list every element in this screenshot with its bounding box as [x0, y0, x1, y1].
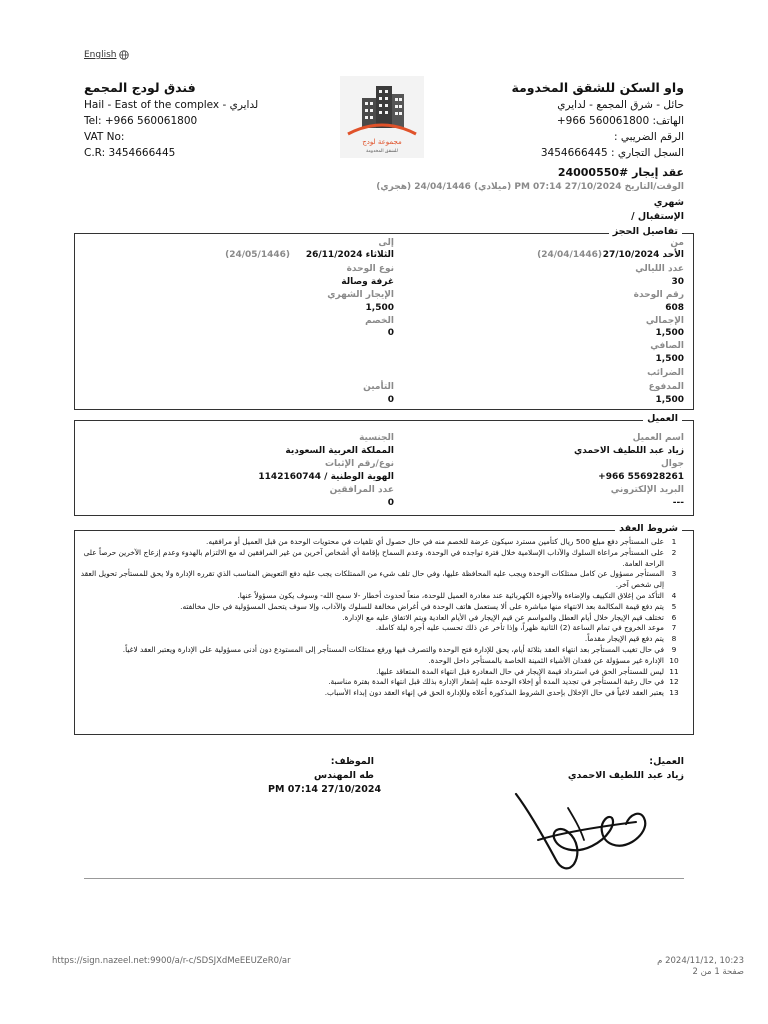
list-item	[76, 537, 684, 548]
employee-label: الموظف:	[330, 756, 374, 767]
term-text: موعد الخروج في تمام الساعة (2) الثانية ظهراً، وإذا تأخر عن ذلك تحسب عليه أجرة ليلة كاملة.	[375, 623, 664, 633]
list-item	[76, 667, 684, 678]
id-value: الهوية الوطنية / 1142160744	[258, 472, 394, 482]
client-signature-name: زياد عبد اللطيف الاحمدي	[567, 770, 684, 781]
printed-at: 10:23 ,2024/11/12 م	[657, 956, 744, 966]
booking-details-legend: تفاصيل الحجز	[609, 226, 682, 237]
mobile-label: جوال	[660, 459, 684, 469]
net-value: 1,500	[655, 354, 684, 364]
email-value: ---	[672, 498, 684, 508]
nights-value: 30	[671, 277, 684, 287]
employee-datetime: PM 07:14 27/10/2024	[268, 784, 382, 795]
term-number: 5	[671, 601, 677, 611]
insurance-value: 0	[387, 395, 394, 405]
globe-icon	[119, 50, 129, 60]
client-legend: العميل	[643, 413, 682, 424]
client-name-value: زياد عبد اللطيف الاحمدي	[573, 446, 684, 456]
term-text: على المستأجر دفع مبلغ 500 ريال كتأمين مسترد سيكون عرضة للخصم منه في حال حصول أي تلفيات في محتويات الوحدة من قبل العميل أو مرافقيه.	[206, 537, 664, 546]
term-text: يعتبر العقد لاغياً في حال الإخلال بإحدى الشروط المذكورة أعلاه وللإدارة الحق في إنهاء العقد دون إبداء الأسباب.	[324, 688, 664, 698]
hotel-vat-ar: الرقم الضريبي :	[614, 131, 684, 143]
hotel-name-ar: واو السكن للشقق المخدومة	[511, 80, 684, 95]
taxes-label: الضرائب	[647, 368, 684, 378]
term-text: ليس للمستأجر الحق في استرداد قيمة الإيجار في حال المغادرة قبل انتهاء المدة المتعاقد عليها.	[376, 666, 664, 676]
discount-value: 0	[387, 328, 394, 338]
term-number: 12	[669, 677, 679, 687]
list-item	[76, 591, 684, 602]
from-label: من	[670, 238, 684, 248]
to-hijri: (24/05/1446)	[225, 250, 290, 260]
list-item	[76, 688, 684, 699]
nights-label: عدد الليالي	[635, 264, 684, 274]
list-item	[76, 613, 684, 624]
monthly-rent-value: 1,500	[365, 303, 394, 313]
nationality-value: المملكة العربية السعودية	[285, 446, 394, 456]
net-label: الصافي	[650, 341, 684, 351]
total-label: الإجمالي	[645, 316, 684, 326]
logo-subtext: للشقق المخدومة	[366, 149, 398, 154]
hotel-cr-en: C.R: 3454666445	[84, 147, 176, 159]
unit-number-label: رقم الوحدة	[633, 290, 684, 300]
from-hijri: (24/04/1446)	[537, 250, 602, 260]
terms-list	[76, 537, 684, 699]
hotel-logo	[340, 76, 424, 158]
contract-datetime: الوقت/التاريخ PM 07:14 27/10/2024 (ميلادي) 24/04/1446 (هجري)	[376, 182, 684, 192]
to-label: إلى	[378, 238, 394, 248]
contract-reception: الإستقبال /	[631, 211, 684, 222]
term-text: في حال رغبة المستأجر في تجديد المدة أو إخلاء الوحدة عليه إشعار الإدارة بذلك قبل انتهاء المدة بفترة مناسبة.	[328, 677, 664, 687]
term-number: 1	[671, 537, 677, 546]
id-label: نوع/رقم الإثبات	[325, 459, 394, 469]
divider	[84, 878, 684, 879]
list-item	[76, 656, 684, 667]
from-value: الأحد 27/10/2024	[602, 250, 684, 260]
term-number: 2	[671, 547, 677, 557]
list-item	[76, 548, 684, 570]
hotel-name-left: فندق لودج المجمع	[84, 80, 196, 95]
term-number: 9	[671, 644, 677, 654]
term-text: الإدارة غير مسؤولة عن فقدان الأشياء الثمينة الخاصة بالمستأجر داخل الوحدة.	[428, 655, 664, 665]
language-label[interactable]: English	[84, 50, 117, 60]
contract-title: عقد إيجار #24000550	[557, 166, 684, 179]
insurance-label: التأمين	[363, 382, 394, 392]
term-number: 7	[671, 623, 677, 633]
term-number: 4	[671, 590, 677, 600]
language-link[interactable]	[84, 50, 129, 60]
term-number: 3	[671, 569, 677, 579]
unit-number-value: 608	[665, 303, 684, 313]
list-item	[76, 634, 684, 645]
term-text: على المستأجر مراعاة السلوك والآداب الإسلامية خلال فترة تواجده في الوحدة، وعدم السماح بإقامة أي أشخاص آخرين من غير المرافقين له مع الالتزام بالهدوء وعدم إزعاج الآخرين حرصاً على الراحة العامة.	[83, 547, 664, 568]
nationality-label: الجنسية	[359, 433, 394, 443]
list-item	[76, 645, 684, 656]
hotel-vat-en: VAT No:	[84, 131, 125, 143]
contract-period: شهري	[653, 197, 684, 208]
page-url: https://sign.nazeel.net:9900/a/r-c/SDSJXdMeEEUZeR0/ar	[52, 956, 291, 966]
term-number: 11	[669, 666, 679, 676]
discount-label: الخصم	[365, 316, 394, 326]
term-number: 13	[669, 688, 679, 698]
building-logo-icon	[340, 76, 424, 158]
term-text: التأكد من إغلاق التكييف والإضاءة والأجهزة الكهربائية عند مغادرة العميل للوحدة، منعاً لحدوث أخطار -لا سمح الله- وسوف يكون مسؤولاً عنها.	[237, 590, 664, 600]
term-number: 10	[669, 655, 679, 665]
term-text: تختلف قيم الإيجار خلال أيام العطل والمواسم عن قيم الإيجار في الأيام العادية ويتم الاتفاق عليه مع الإدارة.	[342, 612, 664, 622]
total-value: 1,500	[655, 328, 684, 338]
list-item	[76, 602, 684, 613]
employee-name: طه المهندس	[314, 770, 374, 781]
mobile-value: +966 556928261	[598, 472, 684, 482]
term-text: يتم دفع قيمة المكالمة بعد الانتهاء منها مباشرة على ألا يستعمل هاتف الوحدة في أغراض مخالفة للسلوك والآداب، وإلا سوف يتحمل المسؤولية في حال مخالفته.	[180, 601, 664, 611]
term-number: 8	[671, 634, 677, 644]
client-signature-drawing	[508, 788, 658, 876]
term-text: المستأجر مسؤول عن كامل ممتلكات الوحدة ويجب عليه المحافظة عليها، وفي حال تلف شيء من الممتلكات يجب عليه دفع التعويض المناسب الذي تقرره الإدارة ولا يحق للمستأجر تحويل العقد إلى شخص آخر.	[80, 569, 664, 590]
logo-text: مجموعة لودج	[362, 138, 402, 146]
unit-type-value: غرفة وصالة	[341, 277, 394, 287]
hotel-cr-ar: السجل التجاري : 3454666445	[540, 147, 684, 159]
page-number: صفحة 1 من 2	[692, 967, 744, 977]
companions-value: 0	[387, 498, 394, 508]
term-number: 6	[671, 612, 677, 622]
term-text: يتم دفع قيم الإيجار مقدماً.	[584, 634, 664, 644]
to-value: الثلاثاء 26/11/2024	[305, 250, 394, 260]
client-name-label: اسم العميل	[632, 433, 684, 443]
paid-label: المدفوع	[648, 382, 684, 392]
list-item	[76, 677, 684, 688]
terms-legend: شروط العقد	[615, 523, 682, 534]
client-signature-label: العميل:	[649, 756, 684, 767]
hotel-address-ar: حائل - شرق المجمع - لدايري	[557, 99, 684, 111]
paid-value: 1,500	[655, 395, 684, 405]
hotel-tel-ar: الهاتف: 560061800 966+	[556, 115, 684, 127]
term-text: في حال تغيب المستأجر بعد انتهاء العقد بثلاثة أيام، يحق للإدارة فتح الوحدة والتصرف فيها ورفع ممتلكات المستأجر إلى المستودع دون أدنى مسؤولية على الإدارة ويعتبر العقد لاغياً.	[122, 644, 664, 654]
email-label: البريد الإلكتروني	[610, 485, 684, 495]
monthly-rent-label: الإيجار الشهري	[327, 290, 394, 300]
unit-type-label: نوع الوحدة	[346, 264, 394, 274]
hotel-tel-en: Tel: +966 560061800	[84, 115, 198, 127]
list-item	[76, 569, 684, 591]
companions-label: عدد المرافقين	[329, 485, 394, 495]
hotel-address-en: Hail - East of the complex - لدايري	[84, 99, 259, 111]
list-item	[76, 623, 684, 634]
